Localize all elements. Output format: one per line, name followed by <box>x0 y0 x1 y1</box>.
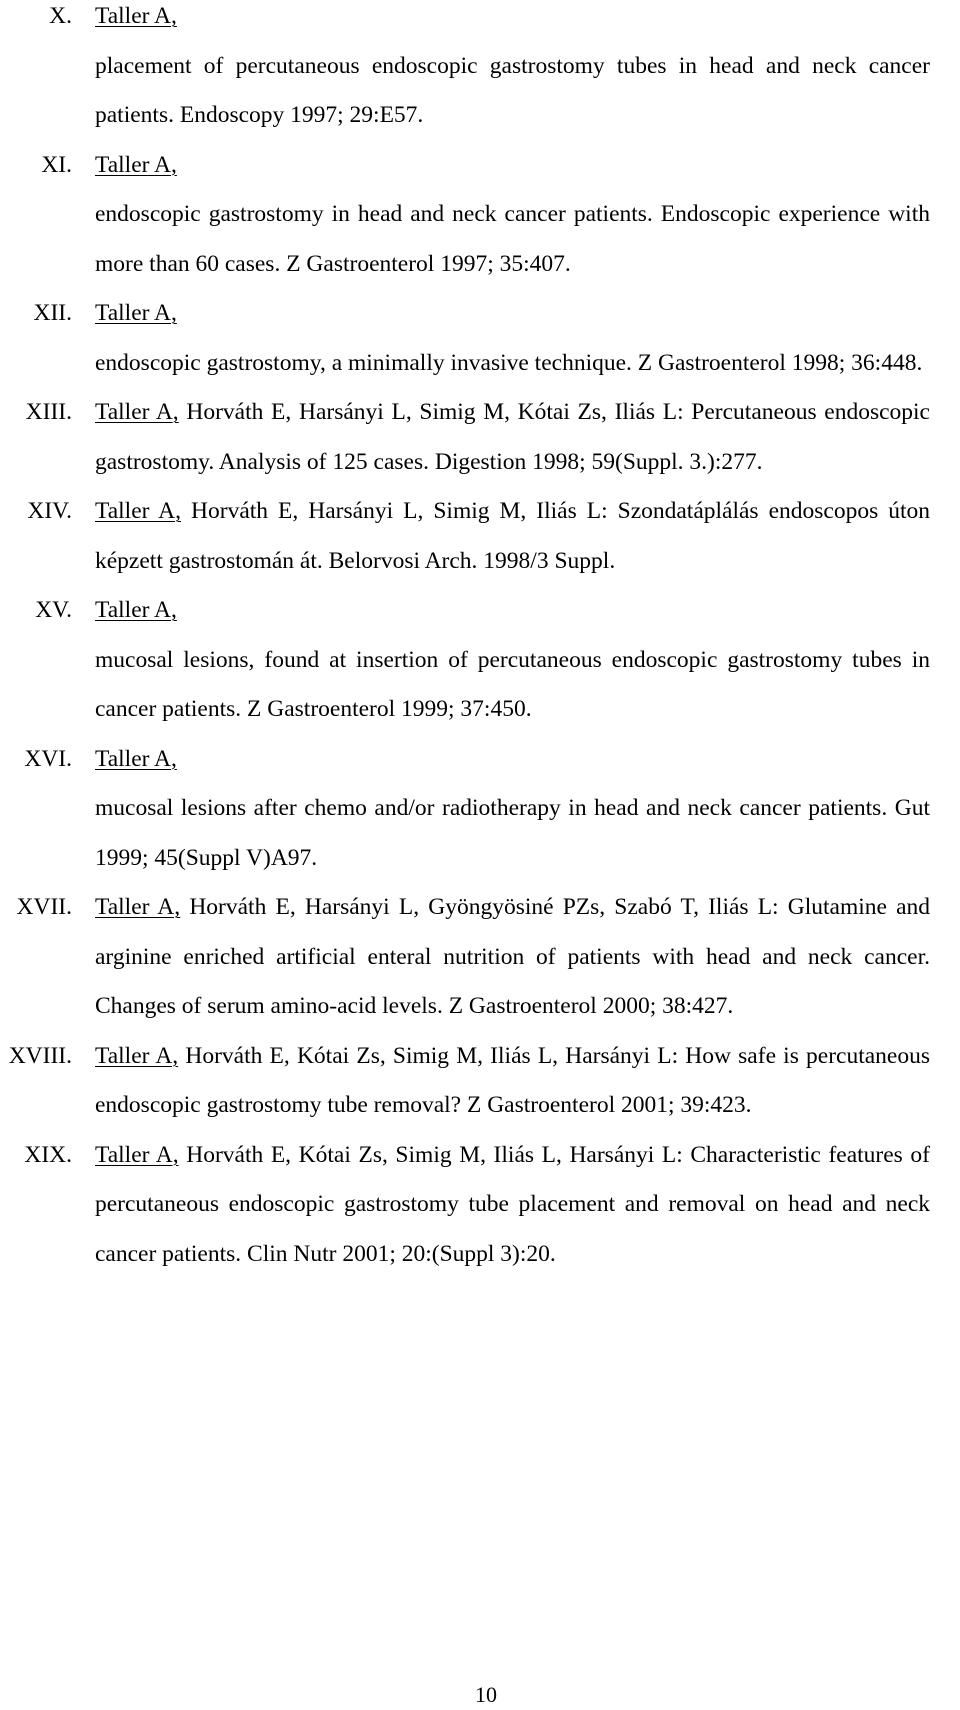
page-number: 10 <box>475 1682 497 1707</box>
reference-item <box>0 883 930 1032</box>
reference-item <box>0 586 930 735</box>
reference-body <box>95 1131 930 1280</box>
reference-body <box>95 735 930 884</box>
reference-author: Taller A, <box>95 597 177 623</box>
reference-text: Horváth E, Harsányi L, Simig M, Iliás L: Szondatáplálás endoscopos úton képzett gastrostomán át. Belorvosi Arch. 1998/3 Suppl. <box>95 498 931 574</box>
reference-number: XVIII. <box>8 1042 72 1069</box>
reference-text: mucosal lesions, found at insertion of percutaneous endoscopic gastrostomy tubes in cancer patients. Z Gastroenterol 1999; 37:450. <box>95 646 930 722</box>
reference-body <box>95 388 930 487</box>
reference-author: Taller A, <box>95 498 182 524</box>
reference-number: XIII. <box>25 399 72 425</box>
reference-author: Taller A, <box>95 1141 179 1168</box>
reference-number: XV. <box>35 597 72 623</box>
reference-number: XIV. <box>27 498 72 524</box>
reference-item <box>0 289 930 388</box>
reference-author: Taller A, <box>95 3 177 29</box>
reference-author: Taller A, <box>95 399 179 425</box>
reference-number: X. <box>49 3 72 29</box>
reference-body <box>95 289 930 388</box>
reference-item <box>0 487 930 586</box>
reference-number: XVII. <box>16 894 72 920</box>
reference-text: Horváth E, Harsányi L, Simig M, Kótai Zs, Iliás L: Percutaneous endoscopic gastrostomy. Analysis of 125 cases. Digestion 1998; 59(Suppl. 3.):277. <box>95 399 930 475</box>
reference-number: XIX. <box>24 1141 72 1168</box>
reference-text: endoscopic gastrostomy in head and neck cancer patients. Endoscopic experience with more than 60 cases. Z Gastroenterol 1997; 35:407. <box>95 201 930 277</box>
reference-text: Horváth E, Kótai Zs, Simig M, Iliás L, Harsányi L: How safe is percutaneous endoscopic gastrostomy tube removal? Z Gastroenterol 2001; 39:423. <box>95 1042 930 1118</box>
reference-author: Taller A, <box>95 1042 179 1069</box>
reference-number: XVI. <box>24 745 72 772</box>
reference-text: endoscopic gastrostomy, a minimally invasive technique. Z Gastroenterol 1998; 36:448. <box>95 349 923 376</box>
reference-text: Horváth E, Kótai Zs, Simig M, Iliás L, Harsányi L: Characteristic features of percutaneous endoscopic gastrostomy tube placement and removal on head and neck cancer patients. Clin Nutr 2001; 20:(Suppl 3):20. <box>95 1141 930 1267</box>
reference-item <box>0 735 930 884</box>
reference-author: Taller A, <box>95 745 177 772</box>
reference-body <box>95 883 930 1032</box>
page-footer <box>0 1682 960 1708</box>
reference-body <box>95 487 930 586</box>
reference-body <box>95 0 930 141</box>
reference-text: Horváth E, Harsányi L, Gyöngyösiné PZs, Szabó T, Iliás L: Glutamine and arginine enriched artificial enteral nutrition of patients with head and neck cancer. Changes of serum amino-acid levels. Z Gastroenterol 2000; 38:427. <box>95 894 931 1019</box>
reference-item <box>0 1131 930 1280</box>
reference-item <box>0 0 930 141</box>
reference-body <box>95 141 930 290</box>
reference-body <box>95 1032 930 1131</box>
reference-number: XI. <box>41 151 72 178</box>
reference-number: XII. <box>33 300 72 326</box>
reference-author: Taller A, <box>95 894 181 920</box>
reference-item <box>0 141 930 290</box>
reference-item <box>0 1032 930 1131</box>
reference-item <box>0 388 930 487</box>
reference-author: Taller A, <box>95 151 177 178</box>
reference-text: placement of percutaneous endoscopic gastrostomy tubes in head and neck cancer patients. Endoscopy 1997; 29:E57. <box>95 52 930 128</box>
reference-author: Taller A, <box>95 300 177 326</box>
reference-body <box>95 586 930 735</box>
reference-text: mucosal lesions after chemo and/or radiotherapy in head and neck cancer patients. Gut 1999; 45(Suppl V)A97. <box>95 795 930 871</box>
